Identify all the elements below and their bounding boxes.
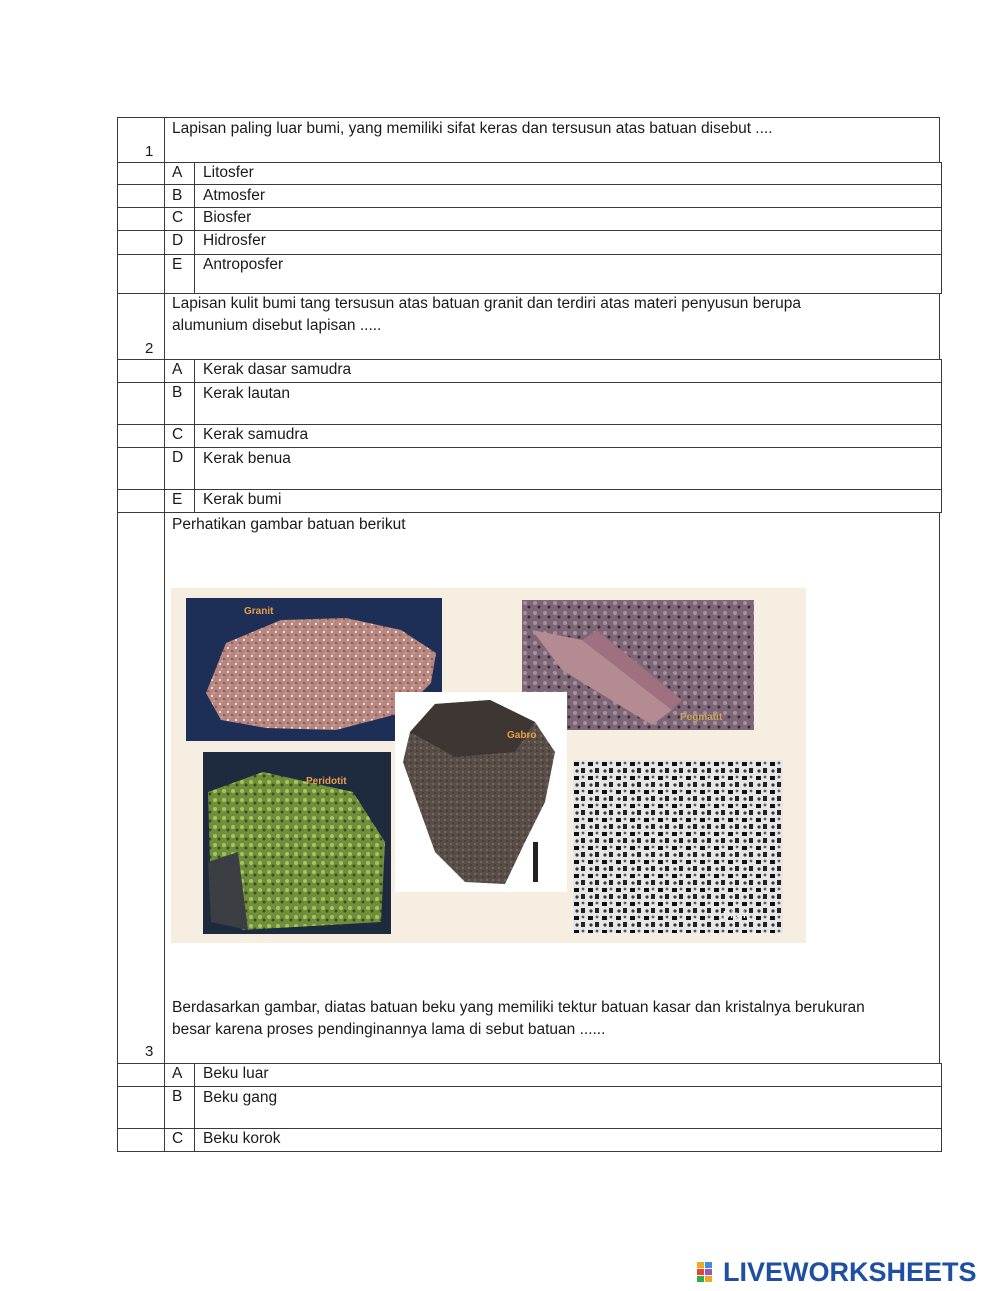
q2-option-e[interactable] [194,489,942,513]
q1-option-b-letter: B [172,187,183,204]
q1-option-e[interactable] [194,254,942,294]
q2-prompt-line2: alumunium disebut lapisan ..... [172,317,382,334]
liveworksheets-logo[interactable] [697,1258,977,1286]
q2-blank-cell-a [117,359,165,383]
peridotit-photo [203,752,391,934]
q1-option-c[interactable] [194,207,942,231]
q2-option-b-letter: B [172,384,183,401]
q3-prompt-line1: Berdasarkan gambar, diatas batuan beku yang memiliki tektur batuan kasar dan kristalnya berukuran [172,999,865,1016]
q1-option-d-letter: D [172,232,184,249]
granit-label: Granit [244,606,274,617]
q2-option-d[interactable] [194,447,942,490]
q3-option-c-text: Beku korok [203,1130,281,1147]
q1-option-b[interactable] [194,184,942,208]
q1-blank-cell-e [117,254,165,294]
q1-option-e-letter: E [172,256,183,273]
q1-option-d[interactable] [194,230,942,255]
q1-number-cell [117,117,165,163]
q2-option-d-letter: D [172,449,184,466]
q1-option-e-text: Antroposfer [203,256,284,273]
q3-blank-cell-c [117,1128,165,1152]
liveworksheets-logo-icon [697,1260,721,1284]
q2-number: 2 [145,340,154,357]
q1-number: 1 [145,143,154,160]
diorit-photo [573,760,783,933]
peridotit-label: Peridotit [306,776,347,787]
q3-option-a-text: Beku luar [203,1065,269,1082]
q3-number: 3 [145,1043,154,1060]
q2-option-b[interactable] [194,382,942,425]
q1-option-a-letter: A [172,164,183,181]
gabro-label: Gabro [507,730,537,741]
q3-number-cell [117,512,165,1064]
q2-number-cell [117,293,165,360]
gabro-photo [395,692,567,892]
diorit-rock-image [573,760,783,933]
q3-option-a-letter: A [172,1065,183,1082]
q3-blank-cell-a [117,1063,165,1087]
q2-blank-cell-c [117,424,165,448]
diorit-label: Diorit [723,910,750,921]
pegmatit-label: Pegmatit [680,712,723,723]
q2-option-d-text: Kerak benua [203,450,291,467]
q2-option-e-text: Kerak bumi [203,491,282,508]
q1-option-a[interactable] [194,162,942,185]
q1-option-c-letter: C [172,209,184,226]
q3-option-b[interactable] [194,1086,942,1129]
q2-option-b-text: Kerak lautan [203,385,291,402]
q2-option-a-letter: A [172,361,183,378]
q1-option-d-text: Hidrosfer [203,232,266,249]
q1-blank-cell-a [117,162,165,185]
q1-prompt: Lapisan paling luar bumi, yang memiliki sifat keras dan tersusun atas batuan disebut .... [172,120,773,137]
q3-option-b-text: Beku gang [203,1089,278,1106]
q1-option-c-text: Biosfer [203,209,252,226]
q3-option-c-letter: C [172,1130,184,1147]
q2-blank-cell-e [117,489,165,513]
q1-blank-cell-d [117,230,165,255]
q3-option-a[interactable] [194,1063,942,1087]
q1-option-a-text: Litosfer [203,164,254,181]
peridotit-rock-image [203,752,391,934]
q3-intro: Perhatikan gambar batuan berikut [172,516,406,533]
q3-blank-cell-b [117,1086,165,1129]
liveworksheets-logo-text: LIVEWORKSHEETS [723,1256,977,1287]
q2-option-a-text: Kerak dasar samudra [203,361,352,378]
q3-option-c[interactable] [194,1128,942,1152]
q3-prompt-line2: besar karena proses pendinginannya lama di sebut batuan ...... [172,1021,606,1038]
rock-figure [171,588,806,943]
q2-blank-cell-d [117,447,165,490]
q1-blank-cell-c [117,207,165,231]
gabro-rock-image [395,692,567,892]
q2-option-c-letter: C [172,426,184,443]
q2-option-e-letter: E [172,491,183,508]
q2-prompt-line1: Lapisan kulit bumi tang tersusun atas batuan granit dan terdiri atas materi penyusun berupa [172,295,801,312]
q1-option-b-text: Atmosfer [203,187,266,204]
q1-blank-cell-b [117,184,165,208]
q3-option-b-letter: B [172,1088,183,1105]
q2-option-c-text: Kerak samudra [203,426,309,443]
q2-blank-cell-b [117,382,165,425]
